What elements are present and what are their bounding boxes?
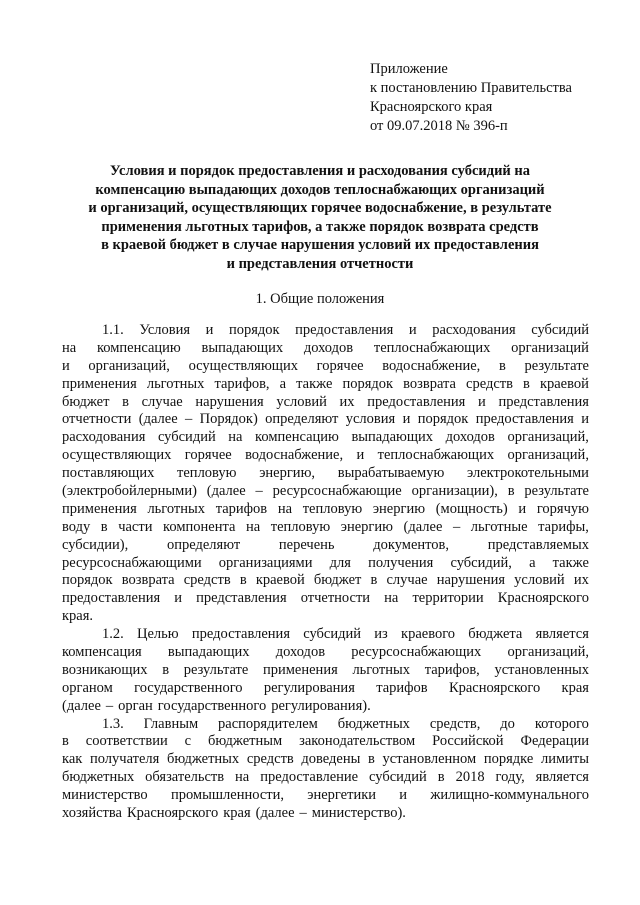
paragraph-line: субсидии), определяют перечень документов, представляемых xyxy=(62,536,589,553)
paragraph-line: бюджет в случае нарушения условий их предоставления и представления xyxy=(62,393,589,410)
paragraph-line: (далее – орган государственного регулирования). xyxy=(62,697,371,714)
title-line: и организаций, осуществляющих горячее водоснабжение, в результате xyxy=(88,200,552,217)
title-line: Условия и порядок предоставления и расходования субсидий на xyxy=(109,163,531,179)
paragraph-line: и организаций, осуществляющих горячее водоснабжение, в результате xyxy=(62,357,589,374)
paragraph-line: отчетности (далее – Порядок) определяют условия и порядок предоставления и xyxy=(62,411,589,428)
title-line: в краевой бюджет в случае нарушения условий их предоставления xyxy=(101,237,539,254)
appendix-line: к постановлению Правительства xyxy=(370,80,572,96)
paragraph-line: предоставления и представления отчетности на территории Красноярского xyxy=(62,590,589,607)
paragraph-line: на компенсацию выпадающих доходов теплоснабжающих организаций xyxy=(62,339,589,356)
paragraph-line: края. xyxy=(62,608,94,625)
paragraph-line: 1.2. Целью предоставления субсидий из краевого бюджета является xyxy=(102,626,589,643)
paragraph-line: поставляющих тепловую энергию, вырабатываемую электрокотельными xyxy=(62,465,589,482)
paragraph-p1-3 xyxy=(62,716,589,823)
paragraph-line: применения льготных тарифов, а также порядок возврата средств в краевой xyxy=(62,375,589,392)
appendix-line: Приложение xyxy=(370,61,448,77)
paragraph-line: возникающих в результате применения льготных тарифов, установленных xyxy=(62,661,589,678)
paragraph-line: бюджетных обязательств на предоставление субсидий в 2018 году, является xyxy=(62,769,589,786)
paragraph-p1-1 xyxy=(62,322,589,626)
paragraph-line: расходования субсидий на компенсацию выпадающих доходов организаций, xyxy=(62,429,589,446)
appendix-block xyxy=(370,60,572,136)
paragraph-line: 1.1. Условия и порядок предоставления и расходования субсидий xyxy=(102,322,589,338)
paragraph-line: осуществляющих горячее водоснабжение, и теплоснабжающих организаций, xyxy=(62,447,589,464)
paragraph-line: (электробойлерными) (далее – ресурсоснабжающие организации), в результате xyxy=(62,483,589,500)
paragraph-line: применения льготных тарифов на тепловую энергию (мощность) и горячую xyxy=(62,500,589,517)
paragraph-line: в соответствии с бюджетным законодательством Российской Федерации xyxy=(62,733,589,750)
document-body xyxy=(62,322,589,823)
document-title xyxy=(40,162,600,274)
title-line: применения льготных тарифов, а также порядок возврата средств xyxy=(101,218,539,235)
paragraph-line: компенсация выпадающих доходов ресурсоснабжающих организаций, xyxy=(62,644,589,661)
paragraph-line: воду в части компонента на тепловую энергию (далее – льготные тарифы, xyxy=(62,518,589,535)
title-line: и представления отчетности xyxy=(226,255,414,272)
paragraph-line: хозяйства Красноярского края (далее – министерство). xyxy=(62,805,406,822)
paragraph-line: органом государственного регулирования тарифов Красноярского края xyxy=(62,679,589,696)
paragraph-line: как получателя бюджетных средств доведены в установленном порядке лимиты xyxy=(62,751,589,768)
paragraph-line: ресурсоснабжающими организациями для получения субсидий, а также xyxy=(62,554,589,571)
appendix-line: от 09.07.2018 № 396-п xyxy=(370,118,508,134)
paragraph-p1-2 xyxy=(62,626,589,715)
title-line: компенсацию выпадающих доходов теплоснабжающих организаций xyxy=(95,181,545,198)
paragraph-line: порядок возврата средств в краевой бюджет в случае нарушения условий их xyxy=(62,572,589,589)
appendix-line: Красноярского края xyxy=(370,99,493,115)
paragraph-line: 1.3. Главным распорядителем бюджетных средств, до которого xyxy=(102,715,589,732)
section-heading: 1. Общие положения xyxy=(255,291,385,307)
paragraph-line: министерство промышленности, энергетики и жилищно-коммунального xyxy=(62,787,589,804)
